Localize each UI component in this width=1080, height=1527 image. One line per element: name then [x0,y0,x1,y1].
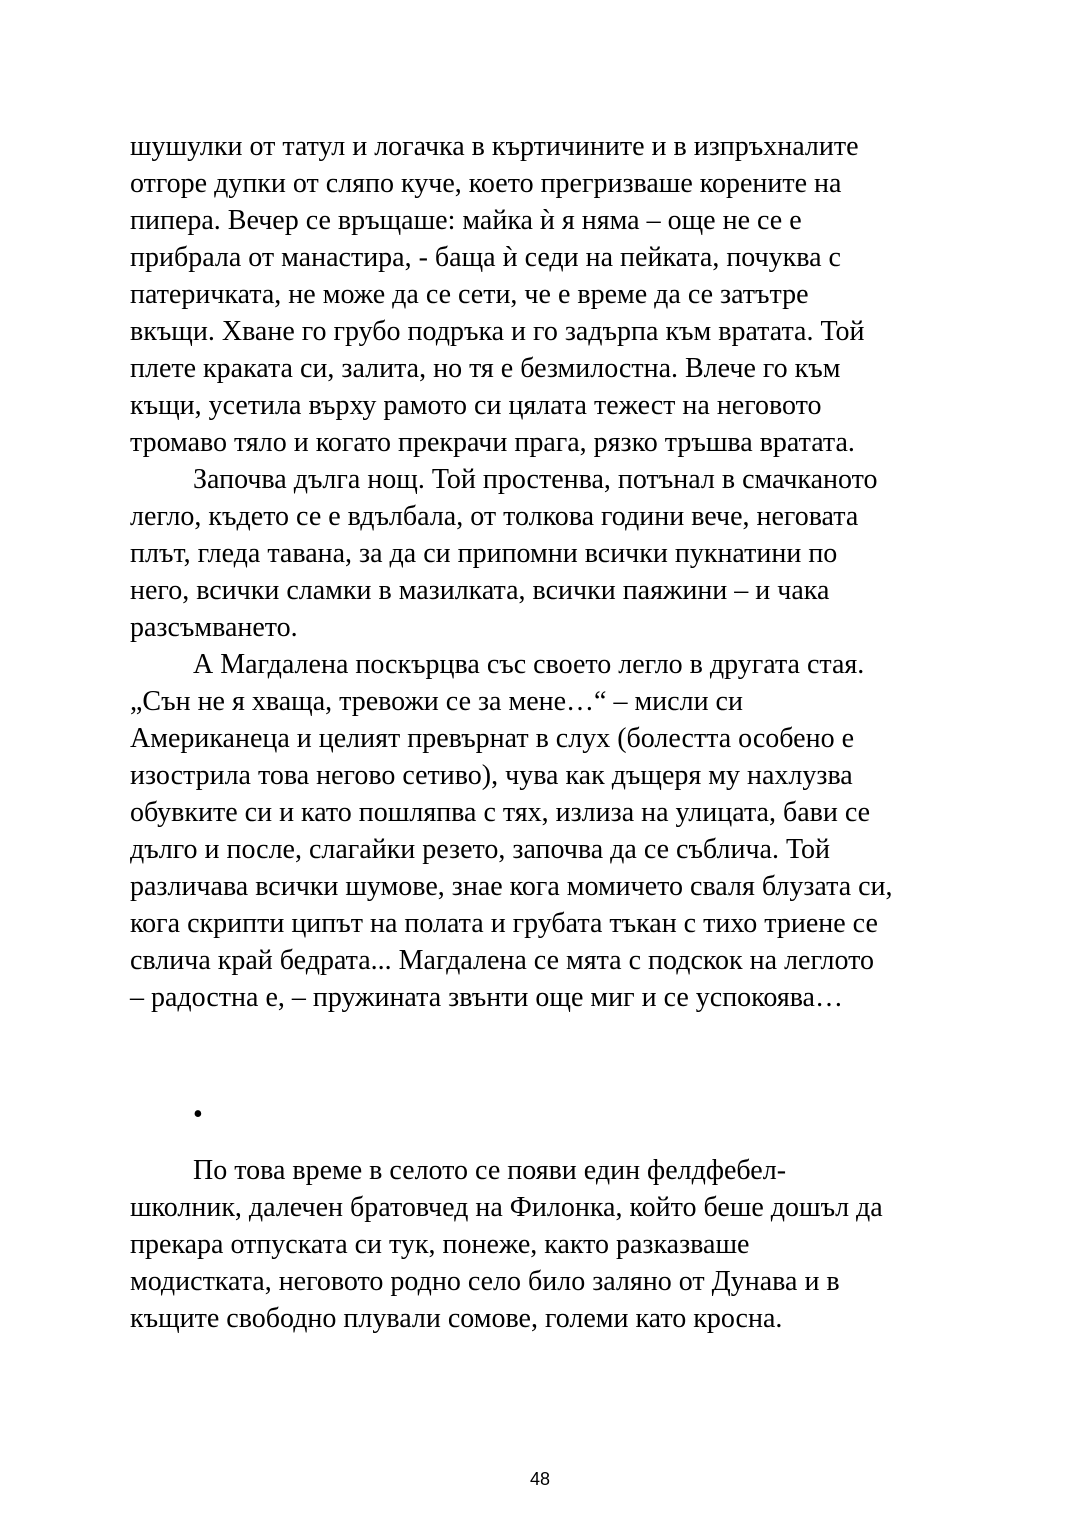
text-line: „Сън не я хваща, тревожи се за мене…“ – мисли си [130,686,743,717]
text-line: обувките си и като пошляпва с тях, излиза на улицата, бави се [130,797,871,828]
text-line: прекара отпуската си тук, понеже, както разказваше [130,1229,750,1260]
text-line: къщи, усетила върху рамото си цялата тежест на неговото [130,390,822,421]
text-line: шушулки от татул и логачка в къртичините и в изпръхналите [130,131,859,162]
text-line: кога скрипти ципът на полата и грубата тъкан с тихо триене се [130,908,878,939]
text-line: вкъщи. Хване го грубо подръка и го задърпа към вратата. Той [130,316,865,347]
text-line: него, всички сламки в мазилката, всички паяжини – и чака [130,575,830,606]
text-line: школник, далечен братовчед на Филонка, който беше дошъл да [130,1192,883,1223]
text-line: дълго и после, слагайки резето, започва да се съблича. Той [130,834,830,865]
text-line: изострила това негово сетиво), чува как дъщеря му нахлузва [130,760,853,791]
page-number: 48 [529,1469,551,1489]
text-line: модистката, неговото родно село било заляно от Дунава и в [130,1266,840,1297]
section-break-bullet: • [193,1099,203,1130]
text-line: разсъмването. [130,612,298,643]
text-line: По това време в селото се появи един фелдфебел- [193,1155,787,1186]
text-line: Американеца и целият превърнат в слух (болестта особено е [130,723,855,754]
text-line: пипера. Вечер се връщаше: майка ѝ я няма – още не се е [130,205,802,236]
text-line: Започва дълга нощ. Той простенва, потънал в смачканото [193,464,878,495]
text-line: прибрала от манастира, - баща ѝ седи на пейката, почуква с [130,242,841,273]
text-line: плът, гледа тавана, за да си припомни всички пукнатини по [130,538,838,569]
text-line: плете краката си, залита, но тя е безмилостна. Влече го към [130,353,841,384]
text-line: отгоре дупки от сляпо куче, което прегризваше корените на [130,168,842,199]
text-line: – радостна е, – пружината звънти още миг и се успокоява… [130,982,843,1013]
text-line: патеричката, не може да се сети, че е време да се затътре [130,279,809,310]
text-line: свлича край бедрата... Магдалена се мята с подскок на леглото [130,945,875,976]
text-line: легло, където се е вдълбала, от толкова години вече, неговата [130,501,859,532]
text-line: А Магдалена поскърцва със своето легло в другата стая. [193,649,865,680]
text-line: различава всички шумове, знае кога момичето сваля блузата си, [130,871,893,902]
text-line: тромаво тяло и когато прекрачи прага, рязко тръшва вратата. [130,427,855,458]
text-line: къщите свободно плували сомове, големи като кросна. [130,1303,783,1334]
